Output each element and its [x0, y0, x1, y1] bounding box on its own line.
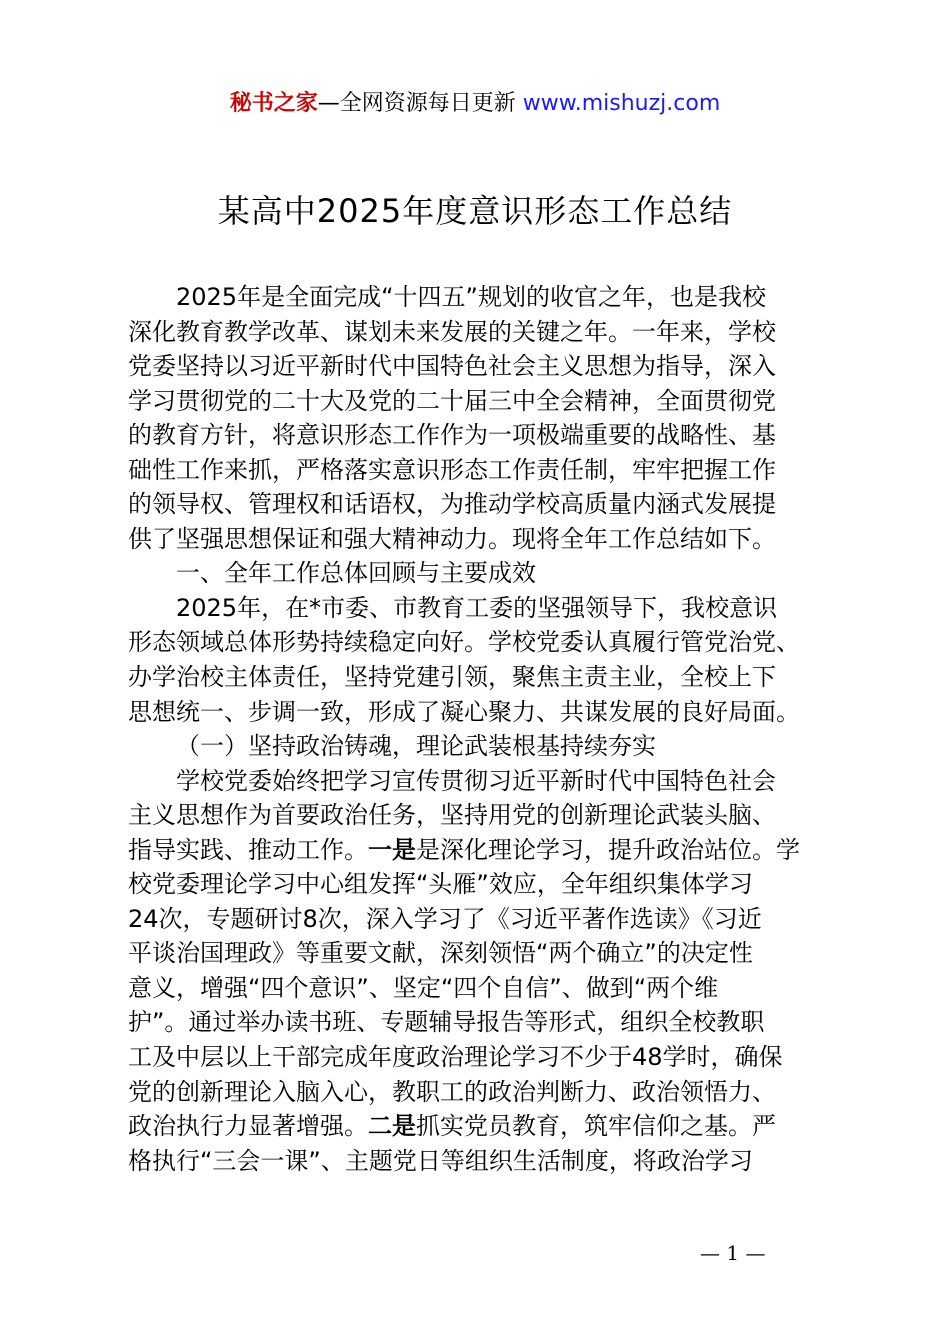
body-line: 思想统一、步调一致，形成了凝心聚力、共谋发展的良好局面。	[128, 697, 800, 726]
document-body	[128, 280, 838, 1178]
body-line: 党委坚持以习近平新时代中国特色社会主义思想为指导，深入	[128, 352, 776, 381]
site-url[interactable]: www.mishuzj.com	[522, 91, 721, 116]
body-line: 深化教育教学改革、谋划未来发展的关键之年。一年来，学校	[128, 317, 776, 346]
body-line: 2025年，在*市委、市教育工委的坚强领导下，我校意识	[176, 593, 778, 622]
body-line: 2025年是全面完成“十四五”规划的收官之年，也是我校	[176, 283, 766, 311]
body-line: 工及中层以上干部完成年度政治理论学习不少于48学时，确保	[128, 1043, 783, 1072]
body-text: 是深化理论学习，提升政治站位。学	[416, 835, 800, 864]
body-line: 学习贯彻党的二十大及党的二十届三中全会精神，全面贯彻党	[128, 386, 776, 415]
body-text: 抓实党员教育，筑牢信仰之基。严	[416, 1112, 776, 1141]
lead-marker-one: 一是	[368, 835, 416, 864]
body-line: 础性工作来抓，严格落实意识形态工作责任制，牢牢把握工作	[128, 455, 776, 484]
body-line: 的教育方针，将意识形态工作作为一项极端重要的战略性、基	[128, 421, 776, 450]
body-line: 24次，专题研讨8次，深入学习了《习近平著作选读》《习近	[128, 904, 762, 933]
page-number: — 1 —	[700, 1241, 766, 1265]
document-title: 某高中2025年度意识形态工作总结	[217, 192, 733, 230]
body-line: 校党委理论学习中心组发挥“头雁”效应，全年组织集体学习	[128, 870, 753, 899]
body-line: 护”。通过举办读书班、专题辅导报告等形式，组织全校教职	[128, 1008, 765, 1037]
body-line: 办学治校主体责任，坚持党建引领，聚焦主责主业，全校上下	[128, 663, 776, 692]
body-text: 政治执行力显著增强。	[128, 1112, 368, 1141]
body-line: 的领导权、管理权和话语权，为推动学校高质量内涵式发展提	[128, 490, 776, 519]
body-line: 学校党委始终把学习宣传贯彻习近平新时代中国特色社会	[176, 766, 776, 795]
body-line: 平谈治国理政》等重要文献，深刻领悟“两个确立”的决定性	[128, 939, 753, 968]
section-heading: 一、全年工作总体回顾与主要成效	[176, 559, 536, 588]
body-line	[128, 833, 838, 868]
body-line: 形态领域总体形势持续稳定向好。学校党委认真履行管党治党、	[128, 628, 800, 657]
body-line: 党的创新理论入脑入心，教职工的政治判断力、政治领悟力、	[128, 1077, 776, 1106]
lead-marker-two: 二是	[368, 1112, 416, 1141]
site-header	[0, 86, 950, 122]
body-line	[128, 1109, 838, 1144]
body-line: 意义，增强“四个意识”、坚定“四个自信”、做到“两个维	[128, 973, 719, 1002]
body-text: 指导实践、推动工作。	[128, 835, 368, 864]
header-tagline: —全网资源每日更新	[317, 91, 523, 116]
subsection-heading: （一）坚持政治铸魂，理论武装根基持续夯实	[176, 732, 656, 761]
body-line: 格执行“三会一课”、主题党日等组织生活制度，将政治学习	[128, 1146, 753, 1175]
body-line: 供了坚强思想保证和强大精神动力。现将全年工作总结如下。	[128, 524, 776, 553]
brand-name: 秘书之家	[229, 91, 318, 116]
body-line: 主义思想作为首要政治任务，坚持用党的创新理论武装头脑、	[128, 801, 776, 830]
